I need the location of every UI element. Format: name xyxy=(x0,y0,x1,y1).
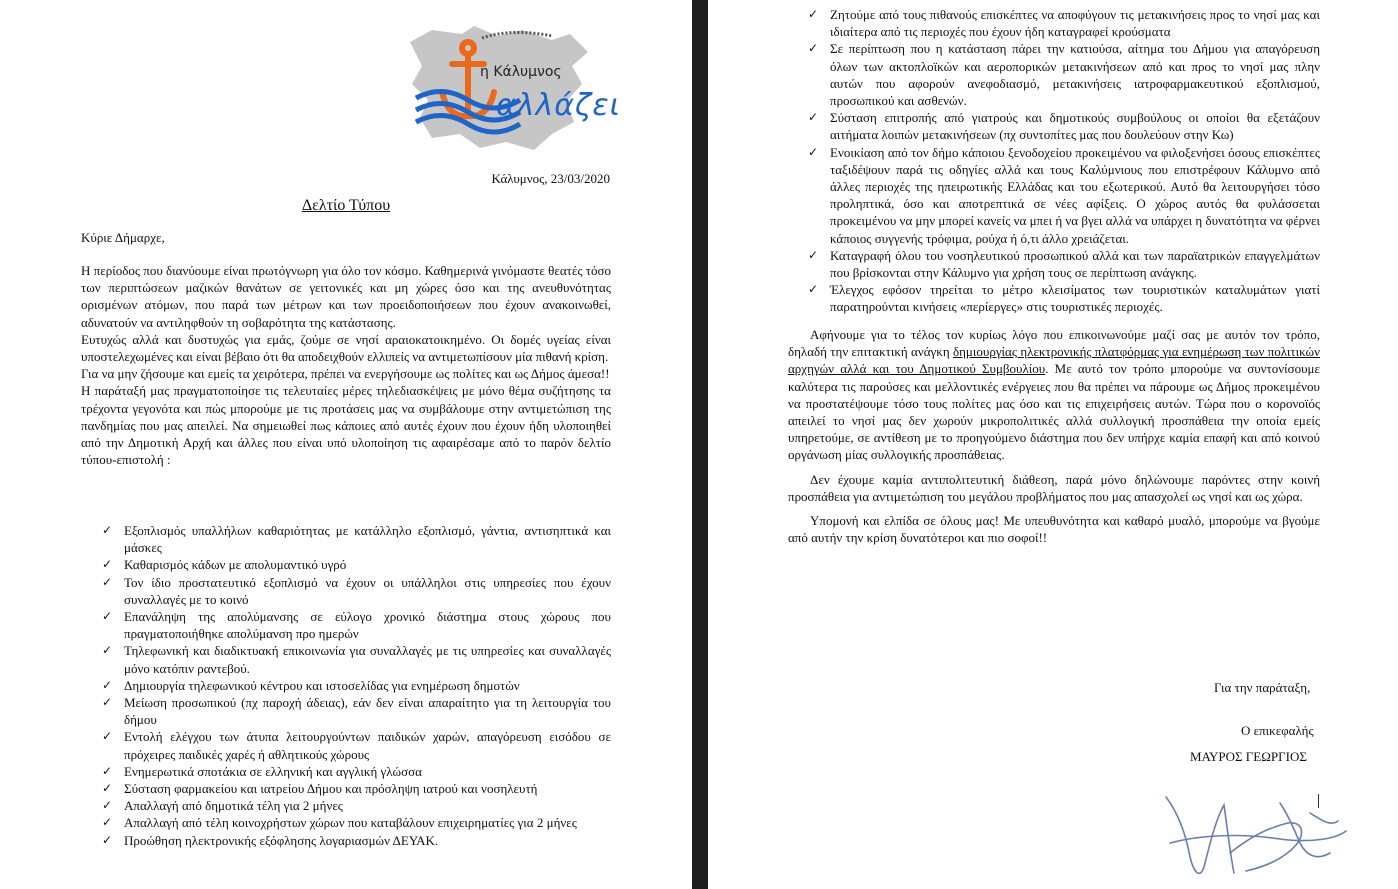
checkmark-icon: ✓ xyxy=(808,7,819,21)
checkmark-icon: ✓ xyxy=(102,557,113,572)
party-logo xyxy=(402,22,621,154)
paragraph: Υπομονή και ελπίδα σε όλους μας! Με υπευθυνότητα και καθαρό μυαλό, μπορούμε να βγούμε από αυτήν την κρίση δυνατότεροι και πιο σοφοί!! xyxy=(788,513,1320,546)
dateline: Κάλυμνος, 23/03/2020 xyxy=(491,171,610,186)
list-item: ✓ Ζητούμε από τους πιθανούς επισκέπτες να αποφύγουν τις μετακινήσεις προς το νησί μας και ιδιαίτερα από τις περιοχές που έχουν ήδη καταγραφεί κρούσματα xyxy=(808,7,1320,40)
paragraph: Ευτυχώς αλλά και δυστυχώς για εμάς, ζούμε σε νησί αραιοκατοικημένο. Οι δομές υγείας είναι υποστελεχωμένες και είναι βέβαιο ότι θα αποδειχθούν ελλιπείς να αντιμετωπίσουν μία πιθανή κρίση. xyxy=(81,331,611,365)
list-item: ✓ Επανάληψη της απολύμανσης σε εύλογο χρονικό διάστημα στους χώρους που πραγματοποιήθηκε απολύμανση προ ημερών xyxy=(102,609,611,642)
logo-text-line2: αλλάζει xyxy=(496,88,621,123)
checkmark-icon: ✓ xyxy=(102,695,113,710)
left-page xyxy=(0,0,692,889)
checkmark-icon: ✓ xyxy=(808,282,819,297)
paragraph: Η παράταξή μας πραγματοποίησε τις τελευταίες μέρες τηλεδιασκέψεις με μόνο θέμα συζήτησης τα τρέχοντα γεγονότα και πώς μπορούμε με τις προτάσεις μας να συμβάλουμε στην αντιμετώπιση της πανδημίας που μας απειλεί. Να σημειωθεί πως κάποιες από αυτές έχουν που έχουν ήδη υλοποιηθεί από την Δημοτική Αρχή και άλλες που είναι υπό υλοποίηση τις αφαιρέσαμε από το παρόν δελτίο τύπου-επιστολή : xyxy=(81,383,611,468)
list-item: ✓ Δημιουργία τηλεφωνικού κέντρου και ιστοσελίδας για ενημέρωση δημοτών xyxy=(102,677,520,693)
list-item: ✓ Καταγραφή όλου του νοσηλευτικού προσωπικού αλλά και των παραϊατρικών επαγγελμάτων που βρίσκονται στην Κάλυμνο για χρήση τους σε περίπτωση ανάγκης. xyxy=(808,247,1320,281)
checkmark-icon: ✓ xyxy=(102,832,113,847)
checkmark-icon: ✓ xyxy=(102,781,113,796)
checkmark-icon: ✓ xyxy=(808,110,819,125)
page-gutter xyxy=(692,0,708,889)
list-item: ✓ Ενοικίαση από τον δήμο κάποιου ξενοδοχείου προκειμένου να φιλοξενήσει όσους επισκέπτες ταξιδέψουν παρά τις οδηγίες αλλά και τους Καλύμνιους που επιστρέφουν Κάλυμνο από άλλες περιοχές της ηπειρωτικής Ελλάδας και του εξωτερικού. Αυτό θα λειτουργήσει τόσο προληπτικά, όσο και αποτρεπτικά σε νέες αφίξεις. Ο χώρος αυτός θα φυλάσσεται προκειμένου να μην μπορεί κανείς να μπει ή να βγει αλλά να υπάρχει η δυνατότητα να φέρνει κάποιος συγγενής τρόφιμα, ρούχα ή ό,τι άλλο χρειάζεται. xyxy=(808,144,1320,246)
measures-list-continued xyxy=(808,6,1320,316)
closing-line: Για την παράταξη, xyxy=(1214,680,1311,695)
list-item: ✓ Μείωση προσωπικού (πχ παροχή άδειας), εάν δεν είναι απαραίτητο για τη λειτουργία του δήμου xyxy=(102,695,611,728)
checkmark-icon: ✓ xyxy=(808,247,819,262)
checkmark-icon: ✓ xyxy=(102,677,113,692)
checkmark-icon: ✓ xyxy=(102,815,113,830)
checkmark-icon: ✓ xyxy=(102,763,113,778)
closing-paragraphs xyxy=(788,326,1320,553)
paragraph: Η περίοδος που διανύουμε είναι πρωτόγνωρη για όλο τον κόσμο. Καθημερινά γινόμαστε θεατές τόσο των περιπτώσεων μαζικών θανάτων σε γειτονικές και μη χώρες όσο και της ανευθυνότητας ορισμένων ατόμων, που παρά των μέτρων και των προειδοποιήσεων που έχουν ανακοινωθεί, αδυνατούν να αντιληφθούν τη σοβαρότητα της κατάστασης. xyxy=(81,263,611,330)
checkmark-icon: ✓ xyxy=(102,574,113,589)
list-item: ✓ Σε περίπτωση που η κατάσταση πάρει την κατιούσα, αίτημα του Δήμου για απαγόρευση όλων των ακτοπλοϊκών και αεροπορικών μετακινήσεων από και προς το νησί μας πλην αυτών που αφορούν ανεφοδιασμό, μετακινήσεις ιατροφαρμακευτικού εξοπλισμού, προσωπικού και ασθενών. xyxy=(808,41,1320,109)
list-item: ✓ Προώθηση ηλεκτρονικής εξόφλησης λογαριασμών ΔΕΥΑΚ. xyxy=(102,832,439,848)
checkmark-icon: ✓ xyxy=(808,144,819,159)
list-item: ✓ Απαλλαγή από τέλη κοινοχρήστων χώρων που καταβάλουν επιχειρηματίες για 2 μήνες xyxy=(102,815,577,831)
salutation: Κύριε Δήμαρχε, xyxy=(81,230,165,245)
checkmark-icon: ✓ xyxy=(102,798,113,813)
handwritten-signature xyxy=(1160,783,1350,883)
list-item: ✓ Σύσταση επιτροπής από γιατρούς και δημοτικούς συμβούλους οι οποίοι θα εξετάζουν αιτήματα λοιπών μετακινήσεων (πχ συντοπίτες μας που δουλεύουν στην Κω) xyxy=(808,110,1320,143)
paragraph: Για να μην ζήσουμε και εμείς τα χειρότερα, πρέπει να ενεργήσουμε ως πολίτες και ως Δήμος άμεσα!! xyxy=(81,366,610,382)
paragraph: Αφήνουμε για το τέλος τον κυρίως λόγο που επικοινωνούμε μαζί σας με αυτόν τον τρόπο, δηλαδή την επιτακτική ανάγκη δημιουργίας ηλεκτρονικής πλατφόρμας για ενημέρωση των πολιτικών αρχηγών αλλά και του Δημοτικού Συμβουλίου. Με αυτό τον τρόπο μπορούμε να συντονίσουμε καλύτερα τις παρούσες και μελλοντικές ενέργειες που θα πρέπει να πάρουμε ως Δήμος προκειμένου να προστατέψουμε τόσο τους πολίτες μας όσο και τις επιχειρήσεις αυτών. Τώρα που ο κορονοϊός απειλεί το νησί μας δεν χωρούν μικροπολιτικές αλλά συλλογική προσπάθεια την οποία εμείς υπηρετούμε, σε αντίθεση με το προηγούμενο διάστημα που δεν υπήρχε καμία επαφή και από κοινού οργάνωση μίας συλλογικής προσπάθειας. xyxy=(788,327,1320,463)
signer-role: Ο επικεφαλής xyxy=(1241,723,1314,738)
signer-name: ΜΑΥΡΟΣ ΓΕΩΡΓΙΟΣ xyxy=(1190,749,1307,764)
checkmark-icon: ✓ xyxy=(102,729,113,744)
list-item: ✓ Ενημερωτικά σποτάκια σε ελληνική και αγγλική γλώσσα xyxy=(102,763,422,779)
list-item: ✓ Εντολή ελέγχου των άτυπα λειτουργούντων παιδικών χαρών, απαγόρευση εισόδου σε πρόχειρες παιδικές χαρές ή αθλητικούς χώρους xyxy=(102,729,611,762)
checkmark-icon: ✓ xyxy=(102,609,113,624)
list-item: ✓ Τηλεφωνική και διαδικτυακή επικοινωνία για συναλλαγές με τις υπηρεσίες και συναλλαγές μόνο κατόπιν ραντεβού. xyxy=(102,643,611,676)
intro-paragraphs xyxy=(81,262,611,468)
list-item: ✓ Απαλλαγή από δημοτικά τέλη για 2 μήνες xyxy=(102,798,343,814)
paragraph: Δεν έχουμε καμία αντιπολιτευτική διάθεση, παρά μόνο δηλώνουμε παρόντες στην κοινή προσπάθεια για αντιμετώπιση του μεγάλου προβλήματος που μας απασχολεί ως νησί και ως χώρα. xyxy=(788,471,1320,504)
list-item: ✓ Τον ίδιο προστατευτικό εξοπλισμό να έχουν οι υπάλληλοι στις υπηρεσίες που έχουν συναλλαγές με το κοινό xyxy=(102,574,611,607)
list-item: ✓ Σύσταση φαρμακείου και ιατρείου Δήμου και πρόσληψη ιατρού και νοσηλευτή xyxy=(102,781,538,797)
logo-text-line1: η Κάλυμνος xyxy=(480,64,562,80)
checkmark-icon: ✓ xyxy=(808,41,819,56)
document-title: Δελτίο Τύπου xyxy=(301,197,391,214)
list-item: ✓ Εξοπλισμός υπαλλήλων καθαριότητας με κατάλληλο εξοπλισμό, γάντια, αντισηπτικά και μάσκες xyxy=(102,523,611,556)
checkmark-icon: ✓ xyxy=(102,643,113,658)
measures-list xyxy=(102,522,611,849)
list-item: ✓ Καθαρισμός κάδων με απολυμαντικό υγρό xyxy=(102,557,347,573)
checkmark-icon: ✓ xyxy=(102,523,113,537)
list-item: ✓ Έλεγχος εφόσον τηρείται το μέτρο κλεισίματος των τουριστικών καταλυμάτων γιατί παρατηρούνται κινήσεις «περίεργες» στις τουριστικές περιοχές. xyxy=(808,282,1320,315)
text-cursor xyxy=(1318,794,1319,808)
underlined-request: δημιουργίας ηλεκτρονικής πλατφόρμας για ενημέρωση των πολιτικών αρχηγών αλλά και του Δημοτικού Συμβουλίου xyxy=(788,344,1320,377)
